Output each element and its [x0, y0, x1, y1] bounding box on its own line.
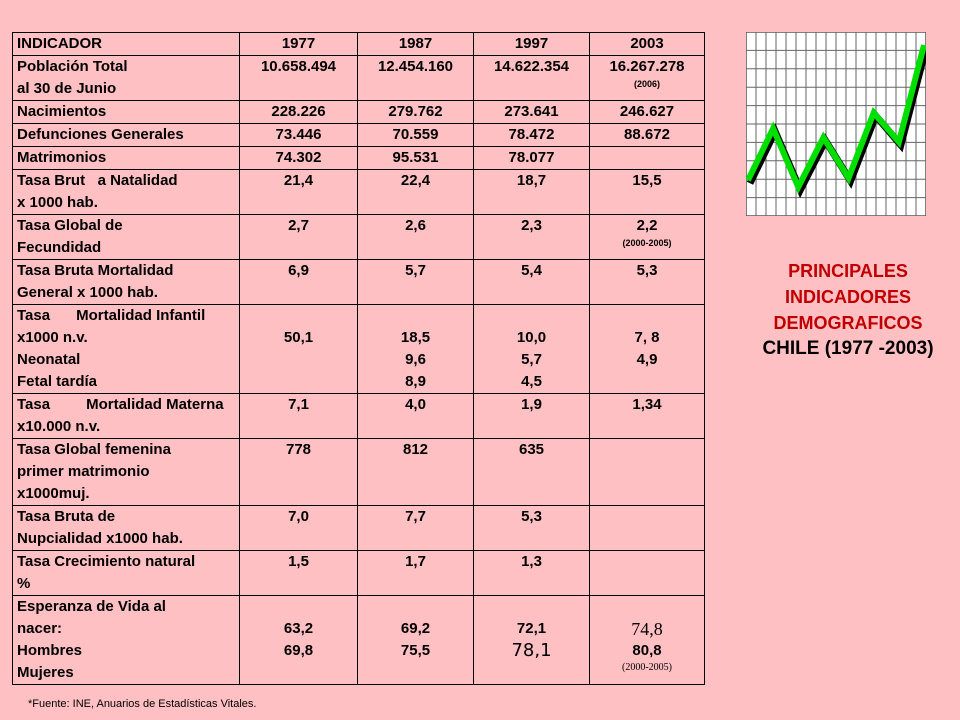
cell-1997: 1,3: [474, 551, 590, 596]
cell-1987: 279.762: [358, 101, 474, 124]
row-label: Nacimientos: [13, 101, 240, 124]
cell-1977: 6,9: [240, 260, 358, 305]
table-row-defunciones: [13, 124, 705, 147]
cell-1997: 18,7: [474, 170, 590, 215]
cell-1997: 5,3: [474, 506, 590, 551]
cell-2003: 246.627: [590, 101, 705, 124]
cell-1987: 7,7: [358, 506, 474, 551]
row-label: Tasa Crecimiento natural %: [13, 551, 240, 596]
cell-1997: 273.641: [474, 101, 590, 124]
cell-1977: 1,5: [240, 551, 358, 596]
cell-1987: 812: [358, 439, 474, 506]
cell-2003: 7, 8 4,9: [590, 305, 705, 394]
chart-point: [748, 180, 749, 181]
cell-1997: 14.622.354: [474, 56, 590, 101]
chart-point: [873, 112, 874, 113]
cell-1997: 10,0 5,7 4,5: [474, 305, 590, 394]
table-row-nupcialidad: [13, 506, 705, 551]
source-note: *Fuente: INE, Anuarios de Estadísticas Vitales.: [28, 698, 257, 710]
table-row-mortalidad-materna: [13, 394, 705, 439]
table-row-mortalidad-general: [13, 260, 705, 305]
cell-2003: [590, 439, 705, 506]
row-label: Tasa Brut a Natalidad x 1000 hab.: [13, 170, 240, 215]
row-label: Defunciones Generales: [13, 124, 240, 147]
year-note: (2000-2005): [622, 662, 672, 673]
cell-1997: 1,9: [474, 394, 590, 439]
table-row-global-femenina: [13, 439, 705, 506]
cell-1977: 74.302: [240, 147, 358, 170]
header-1977: 1977: [240, 33, 358, 56]
cell-2003: [590, 551, 705, 596]
table-row-natalidad: [13, 170, 705, 215]
cell-2003: [590, 506, 705, 551]
table-row-crecimiento: [13, 551, 705, 596]
cell-1987: 18,5 9,6 8,9: [358, 305, 474, 394]
cell-1987: 2,6: [358, 215, 474, 260]
cell-1997: 78.472: [474, 124, 590, 147]
cell-2003: 5,3: [590, 260, 705, 305]
row-label: Matrimonios: [13, 147, 240, 170]
cell-2003: 1,34: [590, 394, 705, 439]
title-line-2: INDICADORES: [784, 287, 911, 307]
year-note: (2006): [633, 79, 660, 89]
chart-point: [898, 142, 899, 143]
cell-1987: 1,7: [358, 551, 474, 596]
table-row-mortalidad-infantil: [13, 305, 705, 394]
cell-2003: 15,5: [590, 170, 705, 215]
cell-1977: 228.226: [240, 101, 358, 124]
header-2003: 2003: [590, 33, 705, 56]
cell-2003: [590, 147, 705, 170]
cell-1987: 22,4: [358, 170, 474, 215]
table-row-nacimientos: [13, 101, 705, 124]
cell-1987: 5,7: [358, 260, 474, 305]
header-indicador: INDICADOR: [13, 33, 240, 56]
row-label: Tasa Mortalidad Infantil x1000 n.v. Neonatal Fetal tardía: [13, 305, 240, 394]
cell-2003: 16.267.278 (2006): [590, 56, 705, 101]
cell-1987: 12.454.160: [358, 56, 474, 101]
cell-2003: 88.672: [590, 124, 705, 147]
chart-point: [823, 137, 824, 138]
chart-point: [924, 45, 925, 46]
table-header-row: [13, 33, 705, 56]
row-label: Tasa Bruta Mortalidad General x 1000 hab.: [13, 260, 240, 305]
cell-1987: 95.531: [358, 147, 474, 170]
row-label: Tasa Mortalidad Materna x10.000 n.v.: [13, 394, 240, 439]
trend-chart: [746, 32, 926, 216]
year-note: (2000-2005): [622, 238, 672, 248]
cell-1977: 73.446: [240, 124, 358, 147]
row-label: Población Total al 30 de Junio: [13, 56, 240, 101]
row-label: Tasa Global de Fecundidad: [13, 215, 240, 260]
cell-1997: 2,3: [474, 215, 590, 260]
cell-1977: 778: [240, 439, 358, 506]
cell-1987: 69,2 75,5: [358, 596, 474, 685]
row-label: Tasa Bruta de Nupcialidad x1000 hab.: [13, 506, 240, 551]
cell-1977: 10.658.494: [240, 56, 358, 101]
title-line-1: PRINCIPALES: [788, 261, 908, 281]
cell-1987: 4,0: [358, 394, 474, 439]
header-1987: 1987: [358, 33, 474, 56]
row-label: Esperanza de Vida al nacer: Hombres Mujeres: [13, 596, 240, 685]
cell-1977: 50,1: [240, 305, 358, 394]
cell-1977: 63,2 69,8: [240, 596, 358, 685]
cell-1997: 635: [474, 439, 590, 506]
chart-point: [773, 128, 774, 129]
chart-point: [798, 187, 799, 188]
cell-2003: 2,2 (2000-2005): [590, 215, 705, 260]
cell-2003: 74,8 80,8 (2000-2005): [590, 596, 705, 685]
chart-point: [848, 178, 849, 179]
table-row-matrimonios: [13, 147, 705, 170]
cell-1977: 7,1: [240, 394, 358, 439]
title-line-4: CHILE (1977 -2003): [762, 338, 934, 359]
indicators-table: [12, 32, 705, 685]
cell-1987: 70.559: [358, 124, 474, 147]
cell-1997: 78.077: [474, 147, 590, 170]
cell-1977: 7,0: [240, 506, 358, 551]
page-title: [748, 258, 948, 362]
title-line-3: DEMOGRAFICOS: [773, 313, 923, 333]
header-1997: 1997: [474, 33, 590, 56]
table-row-poblacion: [13, 56, 705, 101]
table-row-esperanza: [13, 596, 705, 685]
cell-1997: 72,1 78,1: [474, 596, 590, 685]
cell-1977: 2,7: [240, 215, 358, 260]
row-label: Tasa Global femenina primer matrimonio x1000muj.: [13, 439, 240, 506]
table-row-fecundidad: [13, 215, 705, 260]
cell-1977: 21,4: [240, 170, 358, 215]
cell-1997: 5,4: [474, 260, 590, 305]
